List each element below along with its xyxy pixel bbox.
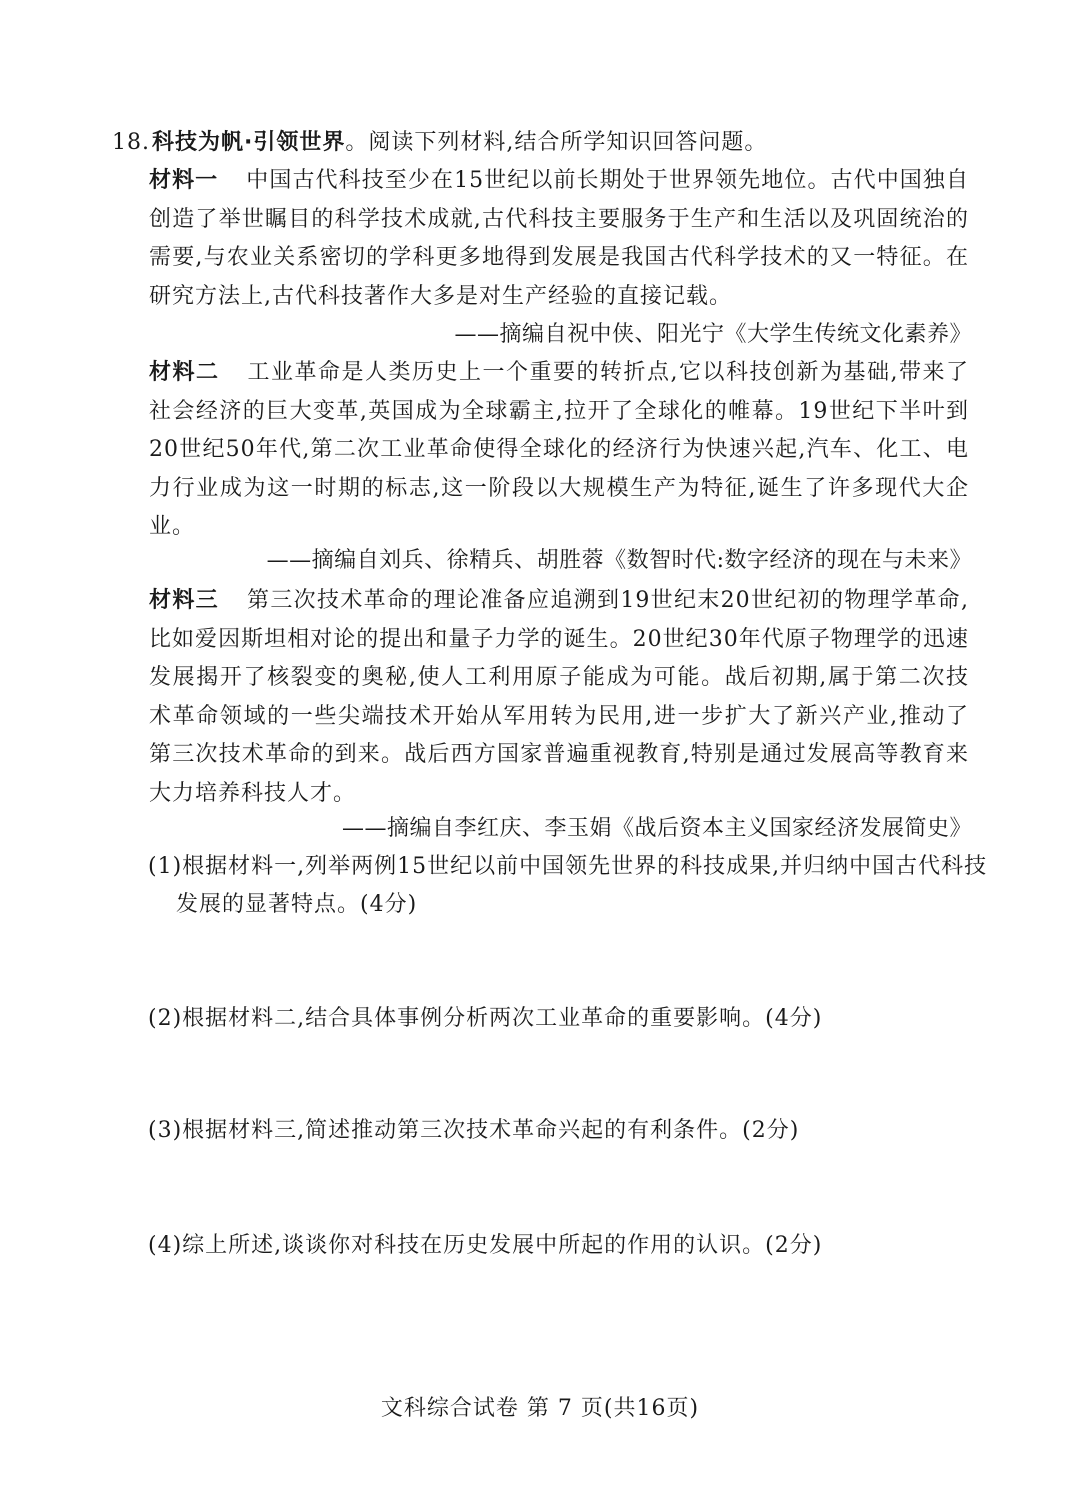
material-two xyxy=(149,354,969,547)
material-three xyxy=(149,582,969,813)
question-number: 18. xyxy=(112,130,150,155)
material-text: 中国古代科技至少在15世纪以前长期处于世界领先地位。古代中国独自创造了举世瞩目的科学技术成就,古代科技主要服务于生产和生活以及巩固统治的需要,与农业关系密切的学科更多地得到发展是我国古代科学技术的又一特征。在研究方法上,古代科技著作大多是对生产经验的直接记载。 xyxy=(149,168,969,309)
sub-question-4: (4)综上所述,谈谈你对科技在历史发展中所起的作用的认识。(2分) xyxy=(148,1233,823,1258)
sub-question-3: (3)根据材料三,简述推动第三次技术革命兴起的有利条件。(2分) xyxy=(148,1118,800,1143)
sub-question-2: (2)根据材料二,结合具体事例分析两次工业革命的重要影响。(4分) xyxy=(148,1006,823,1031)
material-label: 材料二 xyxy=(149,360,220,385)
material-label: 材料一 xyxy=(149,168,219,193)
material-three-source: ——摘编自李红庆、李玉娟《战后资本主义国家经济发展简史》 xyxy=(341,816,972,841)
material-text: 第三次技术革命的理论准备应追溯到19世纪末20世纪初的物理学革命,比如爱因斯坦相对论的提出和量子力学的诞生。20世纪30年代原子物理学的迅速发展揭开了核裂变的奥秘,使人工利用原子能成为可能。战后初期,属于第二次技术革命领域的一些尖端技术开始从军用转为民用,进一步扩大了新兴产业,推动了第三次技术革命的到来。战后西方国家普遍重视教育,特别是通过发展高等教育来大力培养科技人才。 xyxy=(149,588,969,806)
question-theme: 科技为帆·引领世界 xyxy=(152,130,346,155)
sub-question-1: (1)根据材料一,列举两例15世纪以前中国领先世界的科技成果,并归纳中国古代科技发展的显著特点。(4分) xyxy=(148,854,988,917)
question-instruction: 。阅读下列材料,结合所学知识回答问题。 xyxy=(345,130,768,155)
material-label: 材料三 xyxy=(149,588,220,613)
material-one xyxy=(149,162,969,316)
page-footer: 文科综合试卷 第 7 页(共16页) xyxy=(380,1396,700,1421)
material-two-source: ——摘编自刘兵、徐精兵、胡胜蓉《数智时代:数字经济的现在与未来》 xyxy=(266,548,972,573)
question-heading xyxy=(112,124,972,162)
material-text: 工业革命是人类历史上一个重要的转折点,它以科技创新为基础,带来了社会经济的巨大变革,英国成为全球霸主,拉开了全球化的帷幕。19世纪下半叶到20世纪50年代,第二次工业革命使得全球化的经济行为快速兴起,汽车、化工、电力行业成为这一时期的标志,这一阶段以大规模生产为特征,诞生了许多现代大企业。 xyxy=(149,360,969,539)
material-one-source: ——摘编自祝中侠、阳光宁《大学生传统文化素养》 xyxy=(454,322,972,347)
